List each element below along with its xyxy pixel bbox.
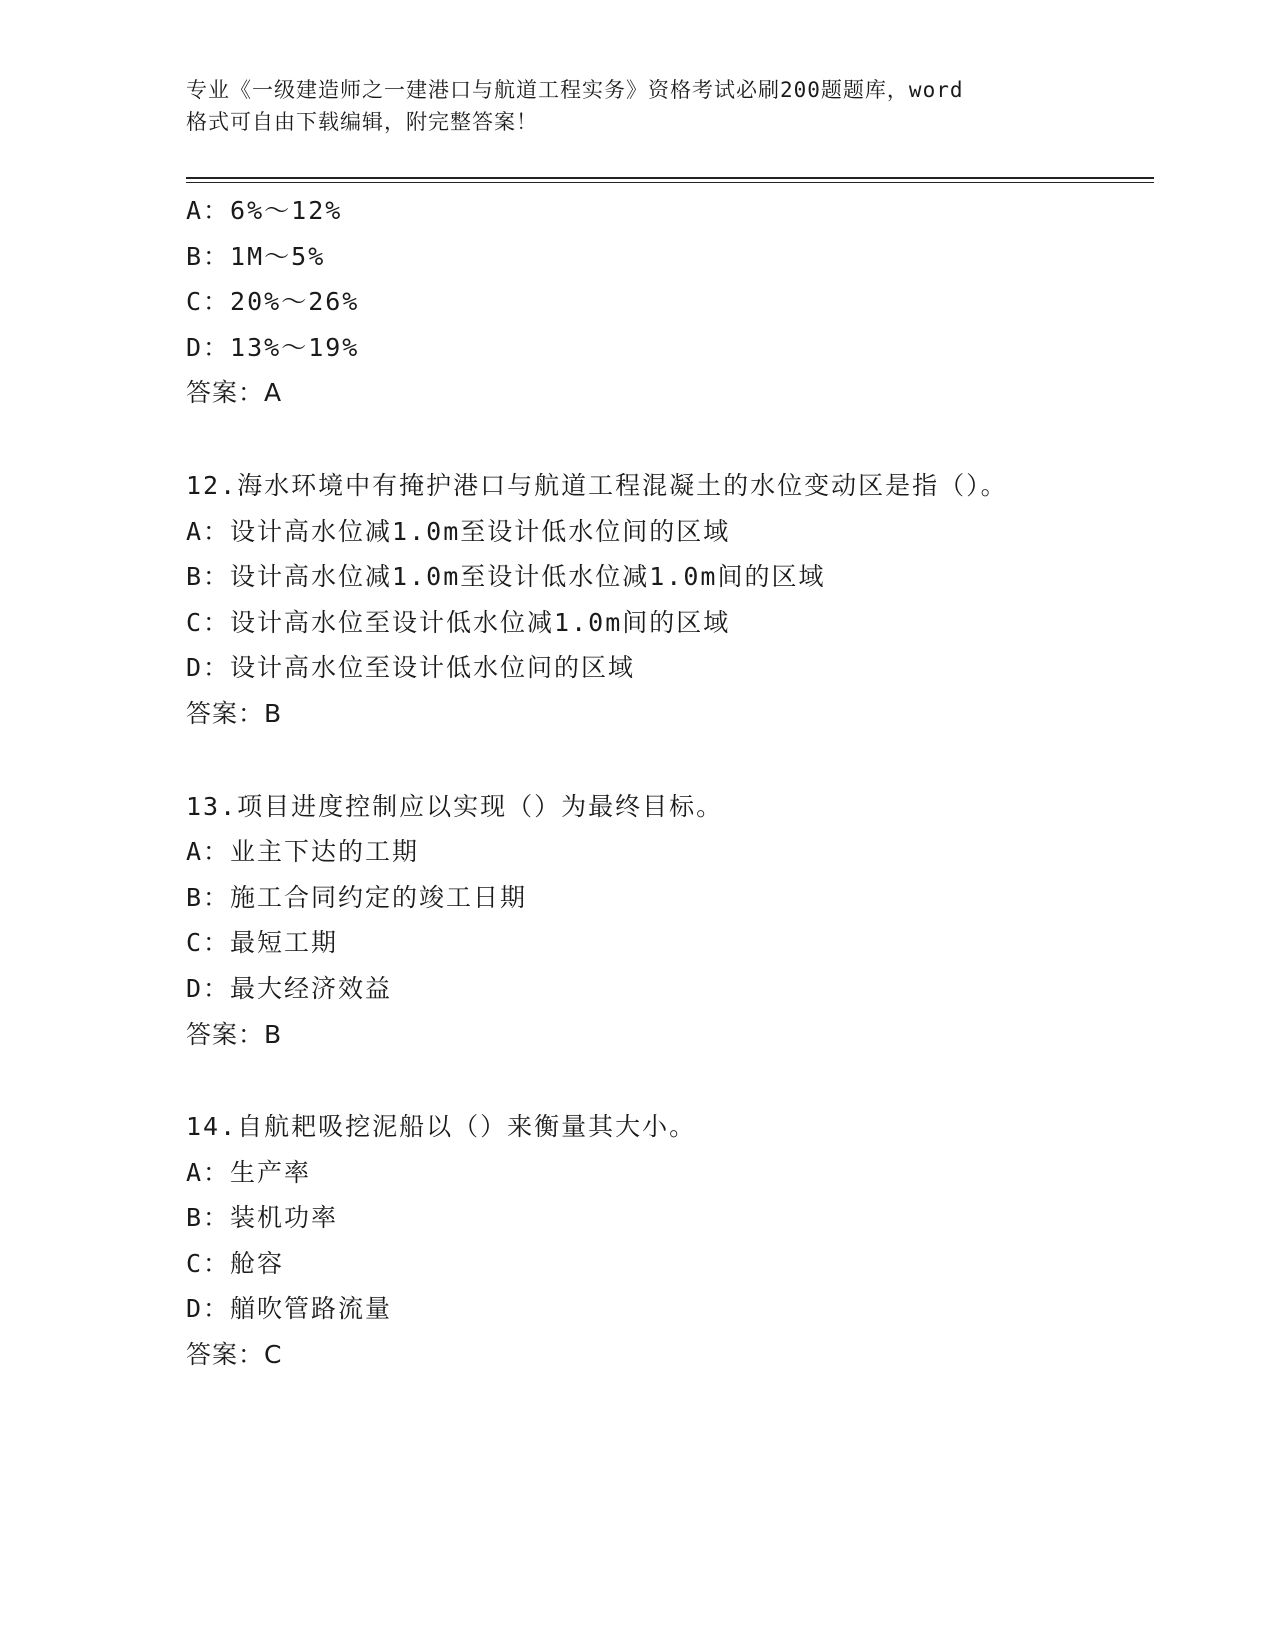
option-a: A：6%～12% bbox=[186, 196, 343, 225]
option-d: D：艏吹管路流量 bbox=[186, 1294, 393, 1324]
header-line-1: 专业《一级建造师之一建港口与航道工程实务》资格考试必刷200题题库，word bbox=[186, 78, 964, 102]
header-line-2: 格式可自由下载编辑，附完整答案！ bbox=[186, 110, 538, 134]
option-d: D：设计高水位至设计低水位问的区域 bbox=[186, 653, 636, 683]
option-b: B：施工合同约定的竣工日期 bbox=[186, 882, 528, 912]
option-b: B：设计高水位减1.0m至设计低水位减1.0m间的区域 bbox=[186, 562, 826, 592]
option-c: C：设计高水位至设计低水位减1.0m间的区域 bbox=[186, 607, 731, 637]
option-c: C：舱容 bbox=[186, 1248, 285, 1278]
option-c: C：最短工期 bbox=[186, 928, 339, 958]
option-a: A：生产率 bbox=[186, 1157, 312, 1187]
answer-text: 答案：B bbox=[186, 698, 283, 728]
question-block-14 bbox=[186, 1104, 1154, 1378]
question-block-13 bbox=[186, 784, 1154, 1058]
question-block-12 bbox=[186, 463, 1154, 737]
option-d: D：最大经济效益 bbox=[186, 973, 393, 1003]
question-block-partial bbox=[186, 188, 1154, 416]
question-stem: 14.自航耙吸挖泥船以（）来衡量其大小。 bbox=[186, 1112, 697, 1142]
header-divider-thick bbox=[186, 177, 1154, 179]
answer-text: 答案：C bbox=[186, 1340, 283, 1370]
option-a: A：业主下达的工期 bbox=[186, 837, 420, 867]
question-stem: 12.海水环境中有掩护港口与航道工程混凝土的水位变动区是指（）。 bbox=[186, 470, 1008, 500]
option-d: D：13%～19% bbox=[186, 332, 360, 362]
question-list bbox=[186, 188, 1154, 1378]
answer-text: 答案：B bbox=[186, 1019, 283, 1049]
document-header bbox=[186, 74, 1086, 138]
header-divider-thin bbox=[186, 182, 1154, 183]
option-a: A：设计高水位减1.0m至设计低水位间的区域 bbox=[186, 516, 731, 546]
answer-text: 答案：A bbox=[186, 378, 283, 408]
question-stem: 13.项目进度控制应以实现（）为最终目标。 bbox=[186, 791, 724, 821]
option-b: B：装机功率 bbox=[186, 1203, 339, 1233]
option-b: B：1M～5% bbox=[186, 241, 326, 271]
option-c: C：20%～26% bbox=[186, 287, 360, 317]
